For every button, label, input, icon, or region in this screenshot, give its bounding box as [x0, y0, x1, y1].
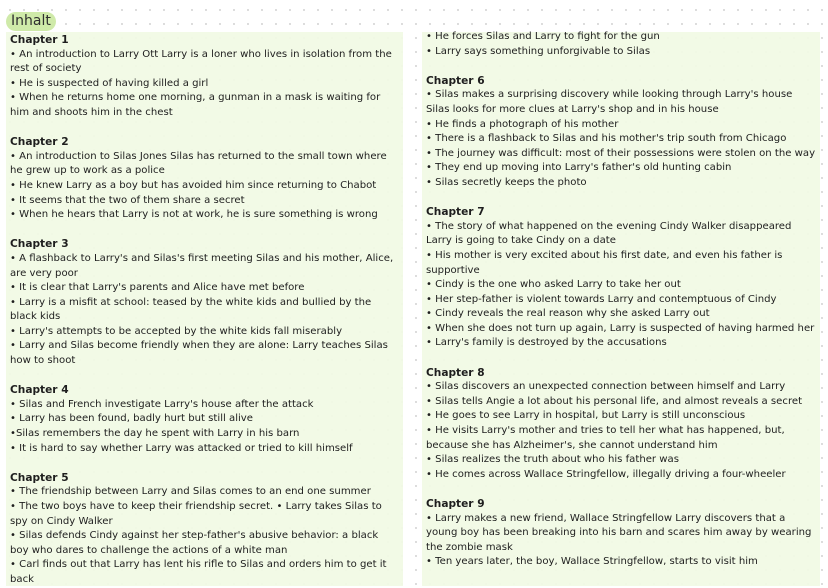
bullet-item: • An introduction to Larry Ott Larry is a loner who lives in isolation from the rest of society: [10, 48, 392, 75]
bullet-item: • The two boys have to keep their friendship secret. • Larry takes Silas to spy on Cindy Walker: [10, 501, 382, 527]
bullet-item: • Silas makes a surprising discovery while looking through Larry's house Silas looks for more clues at Larry's shop and in his house: [426, 89, 793, 115]
chapter-section: [10, 237, 399, 368]
chapter-heading: Chapter 9: [426, 498, 485, 510]
bullet-item: • An introduction to Silas Jones Silas has returned to the small town where he grew up to work as a police: [10, 150, 387, 177]
bullet-item: •Silas remembers the day he spent with Larry in his barn: [10, 428, 300, 440]
bullet-item: • A flashback to Larry's and Silas's first meeting Silas and his mother, Alice, are very poor: [10, 252, 394, 279]
bullet-item: • He goes to see Larry in hospital, but Larry is still unconscious: [426, 410, 746, 422]
bullet-item: • Silas tells Angie a lot about his personal life, and almost reveals a secret: [426, 395, 803, 407]
chapter-heading: Chapter 1: [10, 34, 69, 46]
bullet-item: • The story of what happened on the evening Cindy Walker disappeared Larry is going to take Cindy on a date: [426, 220, 792, 247]
bullet-item: • There is a flashback to Silas and his mother's trip south from Chicago: [426, 133, 787, 145]
bullet-item: • Silas secretly keeps the photo: [426, 176, 587, 188]
bullet-item: • Larry says something unforgivable to Silas: [426, 45, 651, 57]
page-title: Inhalt: [6, 12, 56, 31]
bullet-item: • Larry's family is destroyed by the accusations: [426, 337, 667, 349]
column-content: [6, 32, 403, 588]
bullet-item: • When he returns home one morning, a gunman in a mask is waiting for him and shoots him in the chest: [10, 92, 381, 118]
chapter-section: [426, 366, 816, 483]
chapter-section: [10, 383, 399, 456]
column-content: [422, 32, 820, 570]
bullet-item: • His mother is very excited about his first date, and even his father is supportive: [426, 249, 783, 276]
chapter-heading: Chapter 2: [10, 136, 69, 149]
bullet-item: • Cindy reveals the real reason why she asked Larry out: [426, 308, 710, 320]
chapter-heading: Chapter 7: [426, 206, 485, 219]
bullet-item: • It seems that the two of them share a secret: [10, 194, 245, 206]
notes-column-left: [6, 32, 403, 586]
bullet-item: • Larry is a misfit at school: teased by the white kids and bullied by the black kids: [10, 296, 372, 323]
bullet-item: • Cindy is the one who asked Larry to take her out: [426, 279, 681, 291]
chapter-heading: Chapter 4: [10, 384, 69, 397]
bullet-item: • He knew Larry as a boy but has avoided him since returning to Chabot: [10, 179, 377, 191]
bullet-item: • He visits Larry's mother and tries to tell her what has happened, but, because she has Alzheimer's, she cannot understand him: [426, 425, 785, 451]
bullet-item: • Silas and French investigate Larry's house after the attack: [10, 398, 314, 410]
bullet-item: • It is clear that Larry's parents and Alice have met before: [10, 282, 305, 294]
chapter-section: [10, 33, 399, 121]
bullet-item: • He finds a photograph of his mother: [426, 118, 619, 130]
bullet-item: • He forces Silas and Larry to fight for the gun: [426, 31, 660, 42]
chapter-section: [10, 471, 399, 588]
notes-column-right: [422, 32, 820, 586]
bullet-item: • Ten years later, the boy, Wallace Stringfellow, starts to visit him: [426, 556, 758, 568]
bullet-item: • Her step-father is violent towards Larry and contemptuous of Cindy: [426, 293, 777, 305]
chapter-section: [426, 205, 816, 351]
bullet-item: • Larry makes a new friend, Wallace Stringfellow Larry discovers that a young boy has been breaking into his barn and scares him away by wearing the zombie mask: [426, 512, 812, 553]
bullet-item: • Silas discovers an unexpected connection between himself and Larry: [426, 381, 786, 393]
chapter-section: [10, 135, 399, 223]
bullet-item: • Carl finds out that Larry has lent his rifle to Silas and orders him to get it back: [10, 559, 387, 585]
bullet-item: • Larry's attempts to be accepted by the white kids fall miserably: [10, 325, 343, 337]
chapter-section: [426, 74, 816, 191]
bullet-item: • Silas defends Cindy against her step-father's abusive behavior: a black boy who dares to challenge the actions of a white man: [10, 530, 379, 556]
bullet-item: • When he hears that Larry is not at work, he is sure something is wrong: [10, 209, 378, 221]
bullet-item: • The journey was difficult: most of their possessions were stolen on the way: [426, 147, 816, 159]
chapter-heading: Chapter 6: [426, 74, 485, 87]
bullet-item: • It is hard to say whether Larry was attacked or tried to kill himself: [10, 442, 353, 454]
chapter-section: [426, 497, 816, 570]
bullet-item: • He comes across Wallace Stringfellow, illegally driving a four-wheeler: [426, 468, 786, 480]
chapter-heading: Chapter 3: [10, 238, 69, 251]
bullet-item: • They end up moving into Larry's father's old hunting cabin: [426, 162, 732, 174]
chapter-heading: Chapter 5: [10, 471, 69, 484]
bullet-item: • Larry has been found, badly hurt but still alive: [10, 413, 253, 425]
bullet-item: • The friendship between Larry and Silas comes to an end one summer: [10, 486, 371, 498]
bullet-item: • Larry and Silas become friendly when they are alone: Larry teaches Silas how to shoot: [10, 340, 388, 367]
bullet-item: • When she does not turn up again, Larry is suspected of having harmed her: [426, 322, 815, 334]
chapter-section: [426, 30, 816, 59]
bullet-item: • He is suspected of having killed a girl: [10, 77, 209, 89]
bullet-item: • Silas realizes the truth about who his father was: [426, 454, 679, 466]
chapter-heading: Chapter 8: [426, 366, 485, 379]
